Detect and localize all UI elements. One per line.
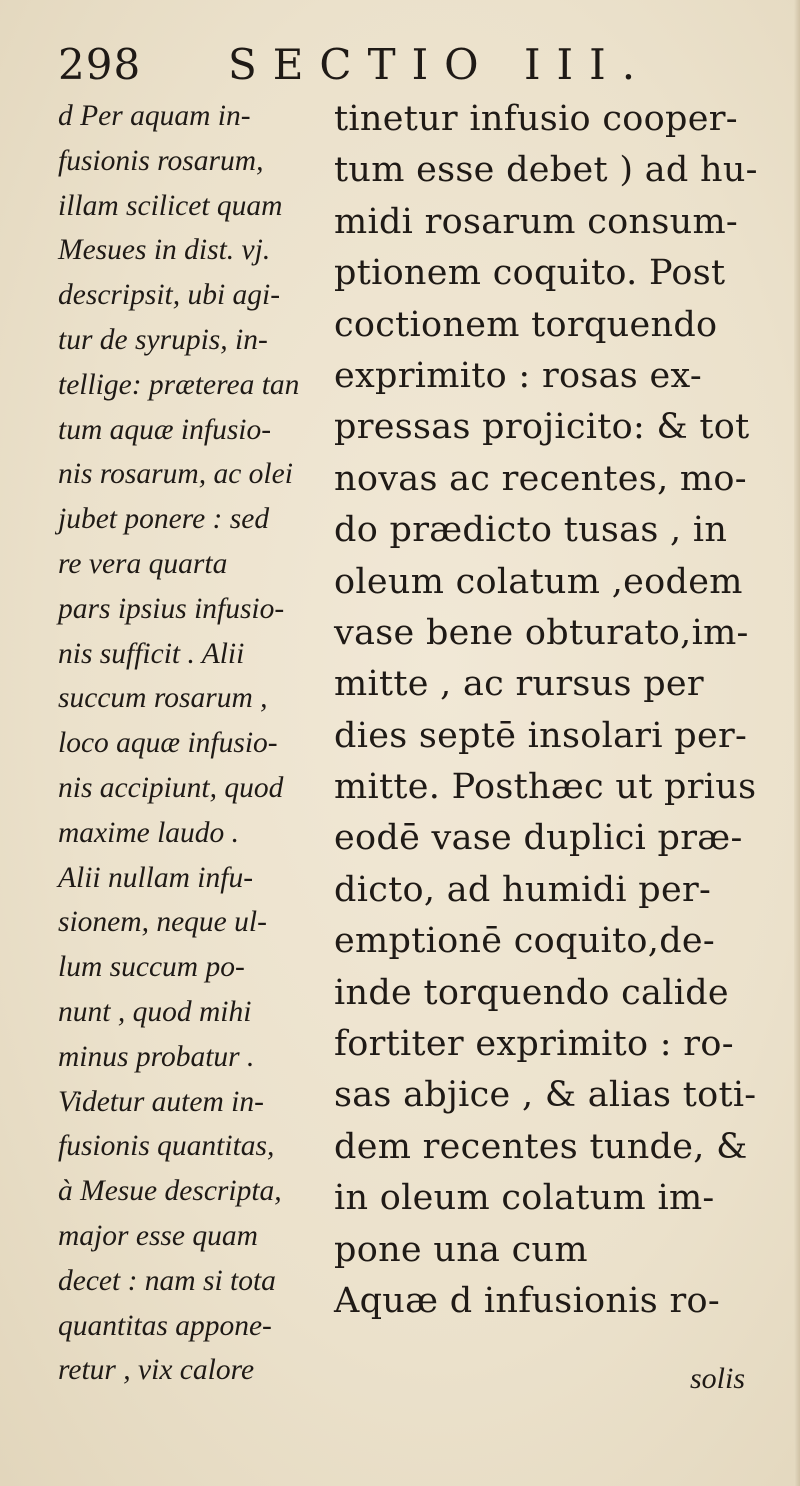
- text-line: vase bene obturato,im-: [334, 612, 749, 653]
- text-line: dies septē insolari per-: [334, 715, 748, 756]
- note-line: sionem, neque ul-: [58, 906, 267, 939]
- marginal-note-column: [58, 94, 330, 1393]
- text-line: ptionem coquito. Post: [334, 253, 726, 294]
- note-line: à Mesue descripta,: [58, 1175, 282, 1208]
- note-line: nunt , quod mihi: [58, 995, 252, 1028]
- text-line: emptionē coquito,de-: [334, 921, 716, 962]
- catchword: solis: [690, 1362, 746, 1395]
- text-line: inde torquendo calide: [334, 972, 729, 1013]
- note-line: descripsit, ubi agi-: [58, 279, 281, 312]
- note-line: major esse quam: [58, 1219, 258, 1252]
- text-line: dicto, ad humidi per-: [334, 869, 712, 910]
- text-line: do prædicto tusas , in: [334, 510, 728, 551]
- text-line: pone una cum: [334, 1229, 588, 1270]
- note-line: Alii nullam infu-: [58, 861, 254, 894]
- text-line: novas ac recentes, mo-: [334, 458, 747, 499]
- text-line: midi rosarum consum-: [334, 201, 739, 242]
- text-line: dem recentes tunde, &: [334, 1126, 748, 1167]
- main-text-column: [334, 94, 774, 1327]
- text-line: eodē vase duplici præ-: [334, 818, 743, 859]
- note-line: maxime laudo .: [58, 816, 240, 849]
- note-line: fusionis rosarum,: [58, 144, 264, 177]
- note-line: quantitas appone-: [58, 1309, 272, 1342]
- text-line: Aquæ d infusionis ro-: [334, 1280, 720, 1321]
- text-line: tinetur infusio cooper-: [334, 99, 738, 139]
- note-line: d Per aquam in-: [58, 100, 251, 132]
- note-line: jubet ponere : sed: [58, 503, 270, 536]
- running-head: SECTIO III.: [228, 40, 652, 89]
- text-line: exprimito : rosas ex-: [334, 355, 703, 396]
- page-edge: [794, 0, 800, 1486]
- note-line: lum succum po-: [58, 951, 245, 984]
- note-line: nis accipiunt, quod: [58, 771, 284, 804]
- note-line: tum aquæ infusio-: [58, 413, 272, 446]
- note-line: loco aquæ infusio-: [58, 727, 278, 760]
- note-line: nis sufficit . Alii: [58, 637, 245, 670]
- note-line: re vera quarta: [58, 547, 228, 580]
- page-number: 298: [58, 40, 142, 89]
- note-line: pars ipsius infusio-: [58, 592, 285, 625]
- text-line: coctionem torquendo: [334, 304, 718, 345]
- note-line: Videtur autem in-: [58, 1085, 264, 1118]
- note-line: tur de syrupis, in-: [58, 323, 268, 356]
- text-line: fortiter exprimito : ro-: [334, 1024, 734, 1065]
- note-line: tellige: præterea tan: [58, 368, 300, 401]
- text-line: mitte. Posthæc ut prius: [334, 767, 757, 808]
- text-line: mitte , ac rursus per: [334, 664, 704, 705]
- note-line: succum rosarum ,: [58, 682, 268, 715]
- text-line: pressas projicito: & tot: [334, 407, 750, 448]
- note-line: fusionis quantitas,: [58, 1130, 275, 1163]
- note-line: nis rosarum, ac olei: [58, 458, 293, 491]
- note-line: retur , vix calore: [58, 1354, 255, 1387]
- text-line: oleum colatum ,eodem: [334, 561, 743, 602]
- note-line: decet : nam si tota: [58, 1264, 276, 1297]
- text-line: sas abjice , & alias toti-: [334, 1075, 757, 1116]
- note-line: Mesues in dist. vj.: [58, 234, 271, 267]
- text-line: tum esse debet ) ad hu-: [334, 150, 758, 191]
- note-line: minus probatur .: [58, 1040, 255, 1073]
- note-line: illam scilicet quam: [58, 189, 283, 222]
- text-line: in oleum colatum im-: [334, 1178, 715, 1219]
